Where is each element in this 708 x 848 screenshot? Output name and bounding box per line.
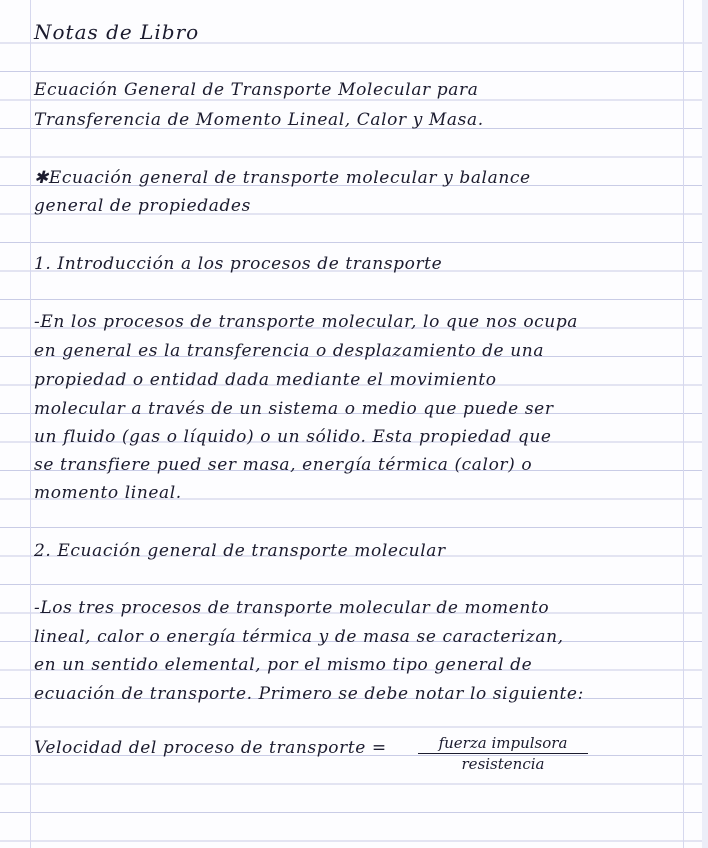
section2-line-3: en un sentido elemental, por el mismo tipo general de (34, 655, 533, 675)
equation-fraction (418, 734, 588, 773)
equation-numerator: fuerza impulsora (418, 734, 588, 754)
section2-line-4: ecuación de transporte. Primero se debe notar lo siguiente: (34, 684, 584, 704)
section2-line-2: lineal, calor o energía térmica y de masa se caracterizan, (34, 627, 564, 647)
section1-line-1: -En los procesos de transporte molecular, lo que nos ocupa (34, 312, 579, 332)
page-edge (702, 0, 708, 848)
section1-line-5: un fluido (gas o líquido) o un sólido. Esta propiedad que (34, 427, 552, 447)
bullet-heading-line-2: general de propiedades (34, 196, 251, 216)
equation-denominator: resistencia (461, 755, 545, 773)
section2-line-1: -Los tres procesos de transporte molecular de momento (34, 598, 550, 618)
bullet-heading-line-1: ✱Ecuación general de transporte molecular y balance (34, 168, 531, 188)
section2-title: 2. Ecuación general de transporte molecular (34, 541, 446, 561)
section1-title: 1. Introducción a los procesos de transporte (34, 254, 443, 274)
heading-line-1: Ecuación General de Transporte Molecular para (34, 80, 479, 100)
left-margin-line (30, 0, 31, 848)
section1-line-6: se transfiere pued ser masa, energía térmica (calor) o (34, 455, 533, 475)
section1-line-4: molecular a través de un sistema o medio que puede ser (34, 399, 554, 419)
section1-line-7: momento lineal. (34, 483, 182, 503)
equation-left-side: Velocidad del proceso de transporte = (34, 738, 387, 758)
right-margin-line (683, 0, 684, 848)
page-title: Notas de Libro (34, 20, 200, 44)
heading-line-2: Transferencia de Momento Lineal, Calor y Masa. (34, 110, 484, 130)
section1-line-3: propiedad o entidad dada mediante el movimiento (34, 370, 497, 390)
section1-line-2: en general es la transferencia o desplazamiento de una (34, 341, 545, 361)
